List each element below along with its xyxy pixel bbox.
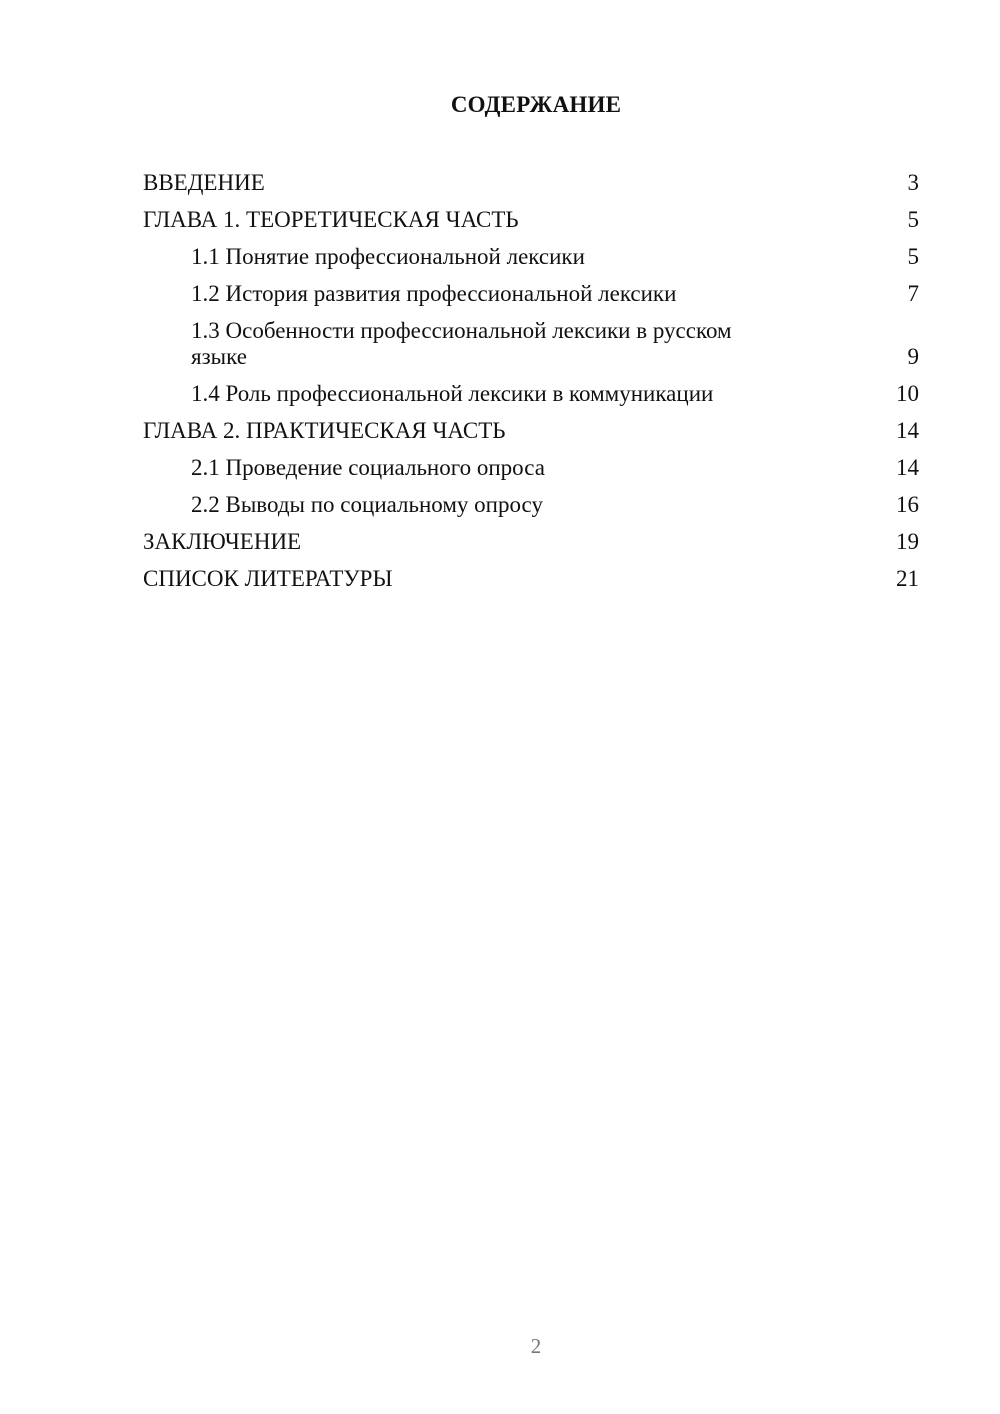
toc-entry-chapter-2[interactable] (143, 418, 919, 444)
toc-entry-text: 1.2 История развития профессиональной лексики (191, 281, 677, 306)
toc-entry-page: 7 (907, 281, 919, 306)
toc-entry-text: 2.2 Выводы по социальному опросу (191, 492, 543, 517)
page-title: СОДЕРЖАНИЕ (450, 92, 622, 117)
toc-entry-text: ГЛАВА 1. ТЕОРЕТИЧЕСКАЯ ЧАСТЬ (143, 207, 519, 232)
toc-entry-introduction[interactable] (143, 170, 919, 196)
toc-entry-text: ВВЕДЕНИЕ (143, 170, 265, 195)
table-of-contents (143, 170, 919, 603)
toc-entry-conclusion[interactable] (143, 529, 919, 555)
toc-entry-text: 1.4 Роль профессиональной лексики в коммуникации (191, 381, 714, 406)
toc-entry-text: СПИСОК ЛИТЕРАТУРЫ (143, 566, 393, 591)
toc-entry-section-1-2[interactable] (143, 281, 919, 307)
toc-entry-page: 19 (896, 529, 919, 554)
toc-entry-text: ЗАКЛЮЧЕНИЕ (143, 529, 302, 554)
toc-entry-page: 10 (896, 381, 919, 406)
page-number: 2 (530, 1334, 542, 1358)
toc-entry-page: 3 (907, 170, 919, 195)
toc-entry-chapter-1[interactable] (143, 207, 919, 233)
toc-entry-page: 14 (896, 455, 919, 480)
toc-entry-section-1-4[interactable] (143, 381, 919, 407)
toc-entry-text: 2.1 Проведение социального опроса (191, 455, 545, 480)
toc-entry-page: 16 (896, 492, 919, 517)
toc-entry-section-2-1[interactable] (143, 455, 919, 481)
toc-entry-page: 9 (907, 344, 919, 369)
toc-entry-page: 14 (896, 418, 919, 443)
toc-entry-section-2-2[interactable] (143, 492, 919, 518)
toc-entry-page: 5 (907, 207, 919, 232)
toc-entry-text: ГЛАВА 2. ПРАКТИЧЕСКАЯ ЧАСТЬ (143, 418, 506, 443)
toc-entry-page: 21 (896, 566, 919, 591)
toc-entry-text: 1.1 Понятие профессиональной лексики (191, 244, 585, 269)
toc-entry-bibliography[interactable] (143, 566, 919, 592)
toc-entry-section-1-3[interactable] (143, 318, 919, 370)
toc-entry-text: 1.3 Особенности профессиональной лексики в русском языке (191, 318, 732, 369)
toc-entry-page: 5 (907, 244, 919, 269)
toc-entry-section-1-1[interactable] (143, 244, 919, 270)
